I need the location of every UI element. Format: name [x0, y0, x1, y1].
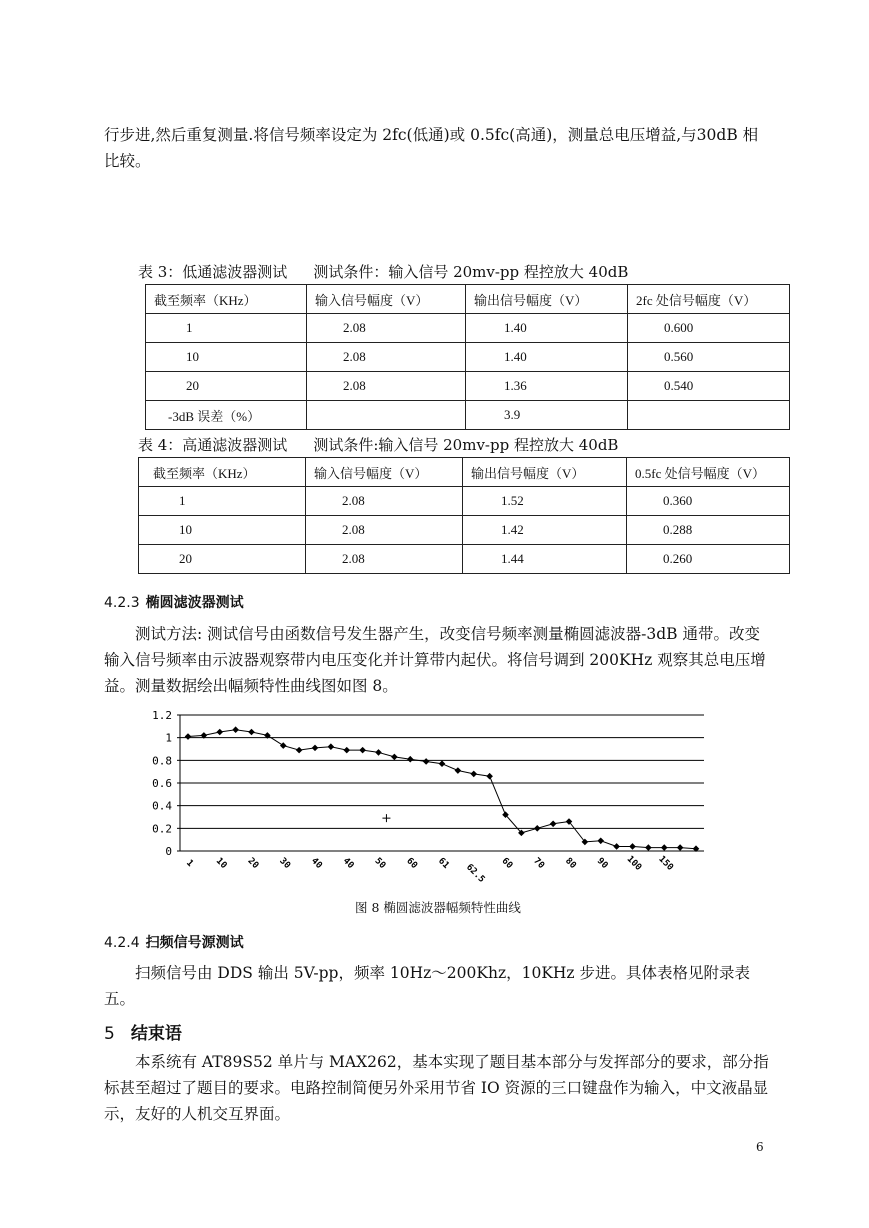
table-row	[139, 545, 790, 574]
y-tick-label: 0	[165, 845, 172, 858]
table4	[138, 457, 790, 574]
table3-header-cell: 2fc 处信号幅度（V）	[628, 285, 790, 314]
table4-caption-label: 表 4：高通滤波器测试	[138, 436, 288, 454]
y-tick-label: 1	[165, 731, 172, 745]
x-tick-label: 50	[372, 856, 388, 871]
figure-8-caption: 图 8 椭圆滤波器幅频特性曲线	[355, 900, 521, 915]
series-line	[188, 730, 696, 849]
data-point	[534, 825, 541, 832]
data-point	[343, 747, 350, 754]
table-cell: 0.360	[627, 487, 790, 516]
table3-header-cell: 输入信号幅度（V）	[307, 285, 466, 314]
table-cell: 2.08	[307, 343, 466, 372]
table-cell: 20	[146, 372, 307, 401]
x-tick-label: 10	[213, 856, 229, 871]
x-tick-label: 62.5	[463, 862, 487, 885]
paragraph-4-2-3: 测试方法: 测试信号由函数信号发生器产生，改变信号频率测量椭圆滤波器-3dB 通带。改变输入信号频率由示波器观察带内电压变化并计算带内起伏。将信号调到 200KHz 观察其总电压增益。测量数据绘出幅频特性曲线图如图 8。	[104, 625, 766, 695]
section-heading-5	[104, 1019, 182, 1044]
table-cell: 20	[139, 545, 306, 574]
table4-header-cell: 输出信号幅度（V）	[463, 458, 627, 487]
table-cell: 1.44	[463, 545, 627, 574]
data-point	[486, 773, 493, 780]
figure-8-chart	[130, 708, 730, 893]
data-point	[391, 754, 398, 761]
data-point	[645, 844, 652, 851]
data-point	[280, 742, 287, 749]
x-tick-label: 30	[277, 856, 293, 871]
table4-header-row	[139, 458, 790, 487]
y-tick-label: 0.4	[152, 799, 172, 813]
table-cell: 2.08	[307, 372, 466, 401]
x-tick-label: 150	[656, 854, 675, 873]
y-tick-label: 0.2	[152, 822, 172, 836]
x-tick-label: 40	[340, 856, 356, 871]
table-row	[146, 343, 790, 372]
data-point	[661, 844, 668, 851]
data-point	[470, 771, 477, 778]
data-point	[455, 767, 462, 774]
data-point	[375, 749, 382, 756]
table3-header-cell: 输出信号幅度（V）	[466, 285, 628, 314]
table-cell	[628, 401, 790, 430]
table3-caption-condition: 测试条件：输入信号 20mv-pp 程控放大 40dB	[313, 263, 629, 281]
table-cell: 0.288	[627, 516, 790, 545]
paragraph-top: 行步进,然后重复测量.将信号频率设定为 2fc(低通)或 0.5fc(高通)，测量总电压增益,与30dB 相比较。	[104, 126, 759, 170]
table-cell: 1.40	[466, 343, 628, 372]
x-tick-label: 60	[404, 856, 420, 871]
table3-header-row	[146, 285, 790, 314]
table-row	[146, 401, 790, 430]
table-cell	[307, 401, 466, 430]
table-cell: 10	[139, 516, 306, 545]
table4-header-cell: 0.5fc 处信号幅度（V）	[627, 458, 790, 487]
x-tick-label: 60	[499, 856, 515, 871]
data-point	[216, 729, 223, 736]
section-title: 扫频信号源测试	[145, 935, 244, 951]
table-cell: 0.600	[628, 314, 790, 343]
table4-header-cell: 截至频率（KHz）	[139, 458, 306, 487]
table4-caption	[138, 434, 644, 455]
table-cell: 10	[146, 343, 307, 372]
table-row	[139, 487, 790, 516]
data-point	[359, 747, 366, 754]
y-tick-label: 0.8	[152, 754, 172, 768]
table-cell: 1.42	[463, 516, 627, 545]
data-point	[296, 747, 303, 754]
table3-caption	[138, 261, 654, 282]
page-number: 6	[756, 1140, 764, 1154]
data-point	[312, 745, 319, 752]
data-point	[550, 821, 557, 828]
data-point	[597, 838, 604, 845]
table-cell: 1	[146, 314, 307, 343]
data-point	[613, 843, 620, 850]
data-point	[328, 743, 335, 750]
table-cell: 1.40	[466, 314, 628, 343]
x-tick-label: 61	[436, 856, 451, 871]
table-cell: -3dB 误差（%）	[146, 401, 307, 430]
table-cell: 2.08	[307, 314, 466, 343]
table-row	[139, 516, 790, 545]
x-tick-label: 80	[563, 856, 578, 871]
table-cell: 3.9	[466, 401, 628, 430]
x-tick-label: 70	[531, 856, 547, 871]
y-tick-label: 0.6	[152, 777, 172, 790]
x-tick-label: 20	[245, 856, 261, 871]
section-number: 4.2.3	[104, 595, 140, 611]
table-cell: 1	[139, 487, 306, 516]
table3-caption-label: 表 3：低通滤波器测试	[138, 263, 288, 281]
table-cell: 2.08	[306, 545, 463, 574]
data-point	[185, 733, 192, 740]
table-cell: 0.260	[627, 545, 790, 574]
data-point	[423, 758, 430, 765]
table4-caption-condition: 测试条件:输入信号 20mv-pp 程控放大 40dB	[313, 436, 619, 454]
x-tick-label: 1	[183, 858, 195, 870]
x-tick-label: 100	[624, 854, 644, 873]
data-point	[232, 726, 239, 733]
table-cell: 2.08	[306, 516, 463, 545]
table-cell: 1.52	[463, 487, 627, 516]
table-cell: 2.08	[306, 487, 463, 516]
table-cell: 0.560	[628, 343, 790, 372]
paragraph-5: 本系统有 AT89S52 单片与 MAX262，基本实现了题目基本部分与发挥部分的要求，部分指标甚至超过了题目的要求。电路控制简便另外采用节省 IO 资源的三口键盘作为输入，中文液晶显示，友好的人机交互界面。	[104, 1053, 769, 1123]
table-cell: 1.36	[466, 372, 628, 401]
data-point	[629, 843, 636, 850]
paragraph-4-2-4: 扫频信号由 DDS 输出 5V-pp，频率 10Hz～200Khz，10KHz 步进。具体表格见附录表五。	[104, 964, 751, 1008]
table-row	[146, 314, 790, 343]
section-title: 结束语	[130, 1024, 182, 1044]
data-point	[439, 760, 446, 767]
table4-header-cell: 输入信号幅度（V）	[306, 458, 463, 487]
section-heading-4-2-4	[104, 932, 244, 952]
section-heading-4-2-3	[104, 592, 244, 612]
section-number: 5	[104, 1024, 115, 1044]
data-point	[677, 844, 684, 851]
table3	[145, 284, 790, 430]
x-tick-label: 90	[594, 856, 610, 871]
y-tick-label: 1.2	[152, 709, 172, 722]
section-number: 4.2.4	[104, 935, 140, 951]
table3-header-cell: 截至频率（KHz）	[146, 285, 307, 314]
table-row	[146, 372, 790, 401]
data-point	[407, 756, 414, 763]
table-cell: 0.540	[628, 372, 790, 401]
data-point	[248, 729, 255, 736]
section-title: 椭圆滤波器测试	[145, 595, 244, 611]
x-tick-label: 40	[309, 856, 324, 871]
